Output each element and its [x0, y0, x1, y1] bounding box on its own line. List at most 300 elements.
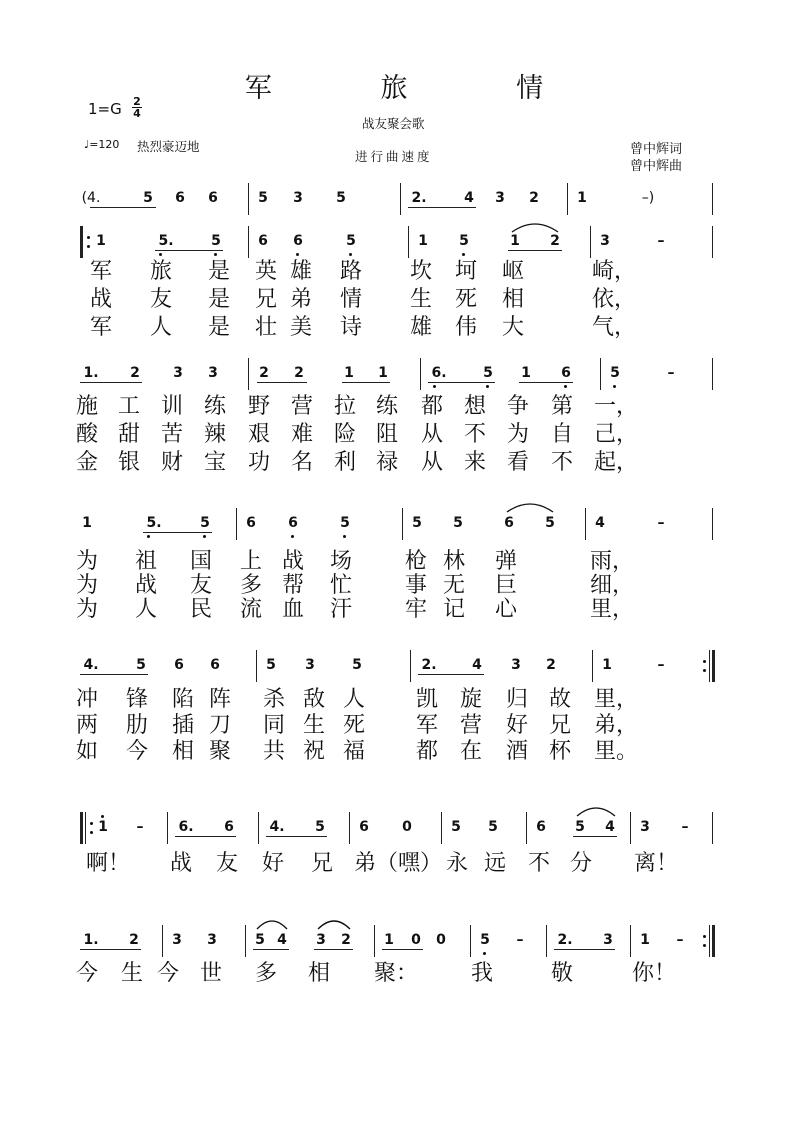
note: –: [681, 819, 689, 835]
lyric-char: 战: [170, 851, 193, 876]
underline: [143, 532, 212, 533]
note: 6: [288, 515, 298, 531]
note: 4: [605, 819, 615, 835]
lyric-line: [0, 286, 792, 316]
lyric-char: 训: [161, 394, 184, 419]
lyric-char: 兄: [255, 287, 278, 312]
note: 3: [603, 932, 613, 948]
lyric-char: 坷: [455, 259, 478, 284]
note: 3: [208, 365, 218, 381]
lyric-char: 功: [248, 450, 271, 475]
note: 3: [495, 190, 505, 206]
low-dot: [147, 535, 150, 538]
note: 2.: [557, 932, 573, 948]
barline: [248, 358, 249, 390]
lyric-char: 今: [126, 739, 149, 764]
barline: [248, 183, 249, 215]
lyric-char: 血: [282, 597, 305, 622]
lyric-char: 弹: [495, 549, 518, 574]
lyric-char: 杀: [263, 687, 286, 712]
low-dot: [349, 253, 352, 256]
barline: [408, 226, 409, 258]
note: 5: [488, 819, 498, 835]
barline: [712, 183, 713, 215]
note: –: [657, 657, 665, 673]
lyric-char: 弟，: [594, 713, 639, 738]
system-1: [0, 183, 792, 223]
lyric-char: 情: [340, 287, 363, 312]
note: 5.: [146, 515, 162, 531]
lyric-char: 相: [172, 739, 195, 764]
note: 5: [412, 515, 422, 531]
note: 5: [545, 515, 555, 531]
lyric-char: 是: [208, 259, 231, 284]
low-dot: [291, 535, 294, 538]
lyric-line: [0, 393, 792, 423]
note: 5: [336, 190, 346, 206]
note: 5: [480, 932, 490, 948]
lyric-char: 工: [118, 394, 141, 419]
lyric-char: 远: [484, 851, 507, 876]
underline: [90, 207, 156, 208]
lyric-char: 世: [200, 961, 223, 986]
note: –: [676, 932, 684, 948]
low-dot: [296, 253, 299, 256]
note: 5: [352, 657, 362, 673]
barline: [712, 812, 713, 844]
note: 6.: [178, 819, 194, 835]
lyric-char: 插: [172, 713, 195, 738]
lyric-char: 一，: [594, 394, 639, 419]
lyric-char: 路: [340, 259, 363, 284]
note: 2: [341, 932, 351, 948]
low-dot: [564, 385, 567, 388]
lyric-char: 无: [443, 573, 466, 598]
barline: [410, 650, 411, 682]
note: 6: [174, 657, 184, 673]
lyric-char: 野: [248, 394, 271, 419]
lyric-char: 练: [376, 394, 399, 419]
low-dot: [462, 253, 465, 256]
note: 1: [98, 819, 108, 835]
lyric-char: 辣: [204, 422, 227, 447]
note: 1.: [83, 365, 99, 381]
barline: [585, 508, 586, 540]
note: 1: [96, 233, 106, 249]
underline: [554, 949, 615, 950]
note: 3: [172, 932, 182, 948]
lyric-char: 人: [150, 315, 173, 340]
lyric-char: 祖: [135, 549, 158, 574]
barline: [349, 812, 350, 844]
lyric-char: 利: [334, 450, 357, 475]
time-denominator: 4: [133, 107, 141, 120]
note: 5: [346, 233, 356, 249]
lyric-char: 聚: [209, 739, 232, 764]
note: 5: [451, 819, 461, 835]
lyric-char: 财: [161, 450, 184, 475]
lyric-char: 友: [216, 851, 239, 876]
lyric-char: 福: [343, 739, 366, 764]
lyric-char: 酸: [76, 422, 99, 447]
system-6: [0, 812, 792, 852]
lyric-char: 忙: [330, 573, 353, 598]
lyric-char: 相: [502, 287, 525, 312]
slur: [316, 917, 352, 931]
lyric-char: 归: [506, 687, 529, 712]
lyric-char: 美: [290, 315, 313, 340]
repeat-dot: [703, 944, 706, 947]
barline: [441, 812, 442, 844]
low-dot: [483, 952, 486, 955]
note: –: [657, 515, 665, 531]
underline: [573, 836, 617, 837]
repeat-dot: [703, 660, 706, 663]
underline: [80, 949, 141, 950]
barline: [374, 925, 375, 957]
note: 2: [129, 932, 139, 948]
lyric-char: 死: [343, 713, 366, 738]
lyric-char: 气，: [592, 315, 637, 340]
lyric-char: 看: [507, 450, 530, 475]
lyric-char: 战: [282, 549, 305, 574]
lyric-char: 生: [121, 961, 144, 986]
lyric-char: 啊！: [86, 851, 131, 876]
lyric-char: 起，: [594, 450, 639, 475]
repeat-dot: [90, 822, 93, 825]
note: 3: [640, 819, 650, 835]
lyric-char: 营: [460, 713, 483, 738]
barline: [167, 812, 168, 844]
note: 5: [266, 657, 276, 673]
lyric-char: 银: [118, 450, 141, 475]
barline: [592, 650, 593, 682]
repeat-dot: [703, 669, 706, 672]
lyric-char: 生: [410, 287, 433, 312]
lyric-char: 艰: [248, 422, 271, 447]
lyric-char: 从: [421, 422, 444, 447]
lyric-char: 如: [76, 739, 99, 764]
lyric-char: 汗: [330, 597, 353, 622]
lyric-line: [0, 738, 792, 768]
note: 5.: [158, 233, 174, 249]
lyric-char: 酒: [506, 739, 529, 764]
underline: [80, 674, 148, 675]
low-dot: [214, 253, 217, 256]
slur: [575, 804, 617, 818]
subtitle: 战友聚会歌: [362, 116, 425, 131]
repeat-end-thin: [709, 650, 710, 682]
lyric-char: 事: [405, 573, 428, 598]
lyric-char: 祝: [303, 739, 326, 764]
lyric-line: [0, 960, 792, 990]
lyric-char: 雄: [290, 259, 313, 284]
lyric-char: 永: [446, 851, 469, 876]
repeat-end: [712, 650, 715, 682]
lyric-char: 都: [416, 739, 439, 764]
lyric-char: 阻: [376, 422, 399, 447]
note: 5: [143, 190, 153, 206]
lyric-char: 好: [506, 713, 529, 738]
lyric-char: 敌: [303, 687, 326, 712]
note: 2.: [421, 657, 437, 673]
note: 6: [246, 515, 256, 531]
lyric-char: 施: [76, 394, 99, 419]
lyric-char: 弟（嘿）: [354, 851, 443, 876]
lyric-char: 我: [471, 961, 494, 986]
underline: [257, 382, 307, 383]
lyric-char: 军: [90, 259, 113, 284]
barline: [402, 508, 403, 540]
lyric-char: 英: [255, 259, 278, 284]
note: 5: [200, 515, 210, 531]
lyric-char: 险: [334, 422, 357, 447]
lyric-char: 苦: [161, 422, 184, 447]
note: 1: [378, 365, 388, 381]
note: 3: [305, 657, 315, 673]
note: 6: [210, 657, 220, 673]
note: –: [667, 365, 675, 381]
lyric-char: 多: [255, 961, 278, 986]
note: 2: [259, 365, 269, 381]
repeat-start-thin: [85, 812, 86, 844]
note: 3: [511, 657, 521, 673]
barline: [258, 812, 259, 844]
lyric-char: 故: [549, 687, 572, 712]
note: 0: [411, 932, 421, 948]
lyric-char: 弟: [290, 287, 313, 312]
note: 4: [472, 657, 482, 673]
repeat-end-thin: [709, 925, 710, 957]
lyric-char: 兄: [311, 851, 334, 876]
lyric-line: [0, 421, 792, 451]
lyric-char: 流: [240, 597, 263, 622]
note: 6: [561, 365, 571, 381]
note: 6: [293, 233, 303, 249]
lyric-char: 为: [507, 422, 530, 447]
note: 6: [536, 819, 546, 835]
note: 2.: [411, 190, 427, 206]
note: (4.: [81, 190, 101, 206]
lyric-char: 今: [157, 961, 180, 986]
lyric-char: 共: [263, 739, 286, 764]
expression-marking: 热烈豪迈地: [137, 139, 200, 154]
repeat-dot: [87, 236, 90, 239]
note: 6: [224, 819, 234, 835]
lyric-char: 是: [208, 287, 231, 312]
lyric-char: 战: [135, 573, 158, 598]
lyric-char: 雄: [410, 315, 433, 340]
underline: [519, 382, 573, 383]
low-dot: [203, 535, 206, 538]
lyric-char: 上: [240, 549, 263, 574]
lyric-char: 军: [416, 713, 439, 738]
lyric-char: 友: [190, 573, 213, 598]
lyric-char: 自: [551, 422, 574, 447]
lyric-char: 不: [464, 422, 487, 447]
underline: [382, 949, 423, 950]
lyric-char: 巨: [495, 573, 518, 598]
lyric-char: 拉: [334, 394, 357, 419]
underline: [342, 382, 390, 383]
note: 6: [504, 515, 514, 531]
tempo-marking: ♩=120: [84, 138, 120, 151]
lyric-char: 离！: [634, 851, 679, 876]
note: 0: [436, 932, 446, 948]
lyric-char: 都: [421, 394, 444, 419]
barline: [420, 358, 421, 390]
lyric-char: 同: [263, 713, 286, 738]
underline: [80, 382, 142, 383]
lyric-char: 今: [76, 961, 99, 986]
note: 2: [546, 657, 556, 673]
lyric-char: 里，: [590, 597, 635, 622]
note: 5: [340, 515, 350, 531]
note: 6: [175, 190, 185, 206]
lyric-char: 阵: [209, 687, 232, 712]
lyric-char: 相: [308, 961, 331, 986]
barline: [236, 508, 237, 540]
lyric-char: 诗: [340, 315, 363, 340]
lyric-char: 依，: [592, 287, 637, 312]
note: 1: [577, 190, 587, 206]
low-dot: [613, 385, 616, 388]
underline: [155, 250, 223, 251]
lyric-char: 你！: [632, 961, 677, 986]
lyric-char: 旋: [460, 687, 483, 712]
barline: [526, 812, 527, 844]
repeat-start: [80, 226, 83, 258]
lyric-char: 里，: [594, 687, 639, 712]
note: 6: [359, 819, 369, 835]
lyric-char: 人: [343, 687, 366, 712]
lyric-line: [0, 850, 792, 880]
low-dot: [343, 535, 346, 538]
note: 1.: [83, 932, 99, 948]
underline: [266, 836, 327, 837]
system-3: [0, 358, 792, 398]
note: –: [516, 932, 524, 948]
lyric-char: 生: [303, 713, 326, 738]
note: 3: [316, 932, 326, 948]
lyric-char: 枪: [405, 549, 428, 574]
lyric-char: 牢: [405, 597, 428, 622]
composer: 曾中辉曲: [630, 159, 683, 174]
lyric-line: [0, 449, 792, 479]
lyric-char: 帮: [282, 573, 305, 598]
barline: [712, 358, 713, 390]
note: 5: [610, 365, 620, 381]
lyric-char: 死: [455, 287, 478, 312]
lyric-char: 军: [90, 315, 113, 340]
underline: [418, 674, 484, 675]
note: 4: [464, 190, 474, 206]
note: 4.: [83, 657, 99, 673]
underline: [408, 207, 476, 208]
barline: [256, 650, 257, 682]
lyric-char: 记: [443, 597, 466, 622]
lyric-char: 禄: [376, 450, 399, 475]
lyric-char: 是: [208, 315, 231, 340]
low-dot: [433, 385, 436, 388]
lyric-char: 宝: [204, 450, 227, 475]
barline: [162, 925, 163, 957]
note: 5: [136, 657, 146, 673]
barline: [590, 226, 591, 258]
lyric-char: 坎: [410, 259, 433, 284]
lyric-char: 兄: [549, 713, 572, 738]
system-5: [0, 650, 792, 690]
lyric-char: 锋: [126, 687, 149, 712]
lyric-char: 国: [190, 549, 213, 574]
lyric-char: 伟: [455, 315, 478, 340]
lyric-char: 为: [76, 597, 99, 622]
slur: [510, 220, 560, 234]
barline: [400, 183, 401, 215]
note: 5: [315, 819, 325, 835]
lyric-char: 里。: [594, 739, 639, 764]
lyric-char: 两: [76, 713, 99, 738]
note: –: [136, 819, 144, 835]
note: 1: [384, 932, 394, 948]
barline: [712, 508, 713, 540]
note: 2: [130, 365, 140, 381]
slur: [255, 917, 289, 931]
lyric-char: 人: [135, 597, 158, 622]
barline: [630, 925, 631, 957]
note: 5: [211, 233, 221, 249]
high-dot: [101, 815, 104, 818]
barline: [248, 226, 249, 258]
lyric-char: 争: [507, 394, 530, 419]
lyric-char: 金: [76, 450, 99, 475]
note: 6.: [431, 365, 447, 381]
lyric-char: 不: [551, 450, 574, 475]
note: 1: [82, 515, 92, 531]
lyric-char: 敬: [551, 961, 574, 986]
lyric-line: [0, 258, 792, 288]
lyric-char: 名: [291, 450, 314, 475]
lyric-line: [0, 596, 792, 626]
lyric-char: 为: [76, 549, 99, 574]
lyric-char: 甜: [118, 422, 141, 447]
repeat-start: [80, 812, 83, 844]
barline: [712, 226, 713, 258]
barline: [245, 925, 246, 957]
note: 5: [258, 190, 268, 206]
lyric-char: 聚：: [374, 961, 419, 986]
note: 2: [529, 190, 539, 206]
note: 3: [173, 365, 183, 381]
lyric-char: 第: [551, 394, 574, 419]
lyric-char: 雨，: [590, 549, 635, 574]
lyric-char: 为: [76, 573, 99, 598]
song-title: 军 旅 情: [244, 73, 594, 104]
time-signature: [132, 96, 142, 119]
underline: [253, 949, 289, 950]
lyric-char: 心: [495, 597, 518, 622]
lyric-char: 岖: [502, 259, 525, 284]
system-4: [0, 508, 792, 548]
lyric-char: 崎，: [592, 259, 637, 284]
lyric-char: 分: [570, 851, 593, 876]
barline: [470, 925, 471, 957]
underline: [508, 250, 562, 251]
lyric-char: 从: [421, 450, 444, 475]
lyric-char: 己，: [594, 422, 639, 447]
lyric-char: 陷: [172, 687, 195, 712]
lyric-char: 民: [190, 597, 213, 622]
